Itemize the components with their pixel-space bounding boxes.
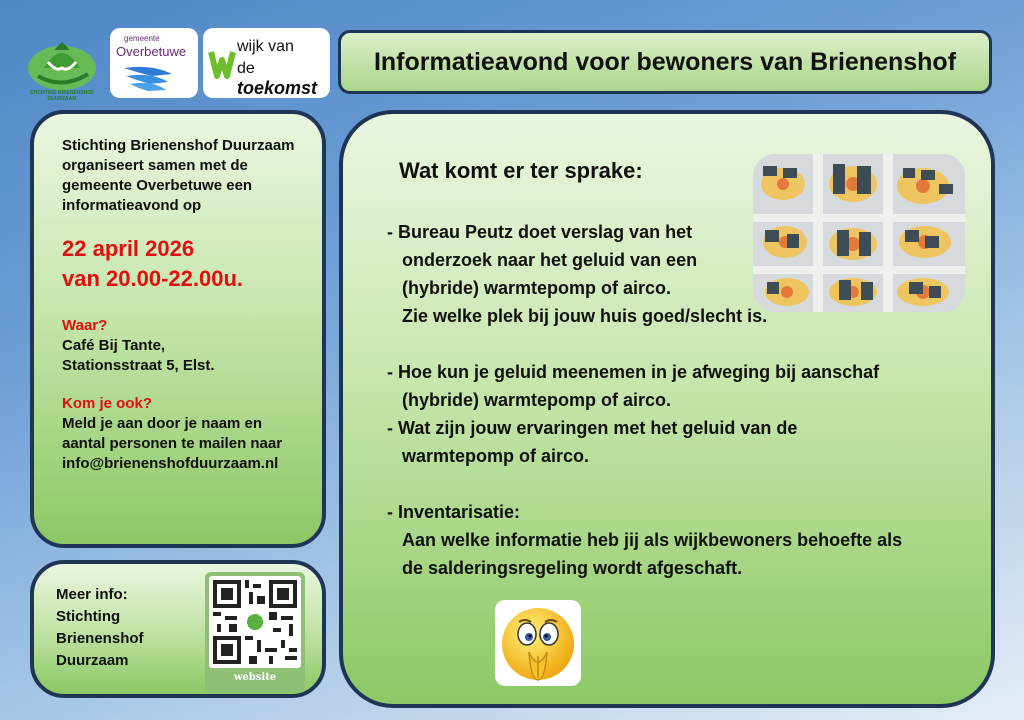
page-title: Informatieavond voor bewoners van Brienenshof [373,47,957,76]
agenda-b2-l2: (hybride) warmtepomp of airco. [402,390,672,410]
agenda-b3-l2: warmtepomp of airco. [402,446,590,466]
list-item [387,218,967,330]
agenda-b4-l3: de salderingsregeling wordt afgeschaft. [402,558,743,578]
agenda-b1-l2: onderzoek naar het geluid van een [402,250,698,270]
intro-text: Stichting Brienenshof Duurzaam organiseert samen met de gemeente Overbetuwe een informatieavond op [62,137,295,214]
where-label: Waar? [62,317,108,334]
agenda-b1-l4: Zie welke plek bij jouw huis goed/slecht is. [402,306,768,326]
more-info-text [56,584,176,672]
event-details-text [62,136,312,474]
agenda-b1-l3: (hybride) warmtepomp of airco. [402,278,672,298]
stichting-logo [18,28,106,102]
title-banner [338,30,992,94]
info-line4: Duurzaam [56,652,129,669]
agenda-b3-l1: - Wat zijn jouw ervaringen met het geluid van de [387,418,798,438]
gemeente-logo [110,28,198,98]
where-line1: Café Bij Tante, [62,337,166,354]
event-details-panel [30,110,326,548]
agenda-list [387,218,967,582]
join-line1: Meld je aan door je naam en [62,415,263,432]
where-line2: Stationsstraat 5, Elst. [62,357,215,374]
agenda-b4-l1: - Inventarisatie: [387,502,521,522]
info-line1: Meer info: [56,586,128,603]
website-qr-code[interactable] [205,572,305,692]
agenda-b4-l2: Aan welke informatie heb jij als wijkbewoners behoefte als [402,530,903,550]
hopeful-smiley-icon [495,600,581,686]
qr-code-image [209,576,301,668]
join-line2: aantal personen te mailen naar [62,435,283,452]
agenda-heading: Wat komt er ter sprake: [399,158,643,183]
wijk-line1: wijk van [237,38,294,55]
wijk-van-de-toekomst-logo [203,28,330,98]
join-label: Kom je ook? [62,395,153,412]
list-item [387,358,967,414]
more-info-panel [30,560,326,698]
info-line2: Stichting [56,608,121,625]
wijk-de: de [237,60,255,77]
agenda-panel [339,110,995,708]
gemeente-small-label: gemeente [124,34,160,43]
agenda-b2-l1: - Hoe kun je geluid meenemen in je afweging bij aanschaf [387,362,880,382]
info-line3: Brienenshof [56,630,144,647]
qr-website-label: website [233,672,277,683]
agenda-b1-l1: - Bureau Peutz doet verslag van het [387,222,693,242]
event-date-line2: van 20.00-22.00u. [62,266,244,291]
gemeente-name-label: Overbetuwe [116,44,187,59]
wijk-line2-wrap [237,60,330,99]
list-item [387,414,967,470]
stichting-logo-text: STICHTING BRIENENSHOF DUURZAAM [29,90,95,102]
event-date [62,234,312,294]
join-email: info@brienenshofduurzaam.nl [62,455,279,472]
event-date-line1: 22 april 2026 [62,236,195,261]
list-item [387,498,967,582]
wijk-line2: toekomst [237,78,318,98]
